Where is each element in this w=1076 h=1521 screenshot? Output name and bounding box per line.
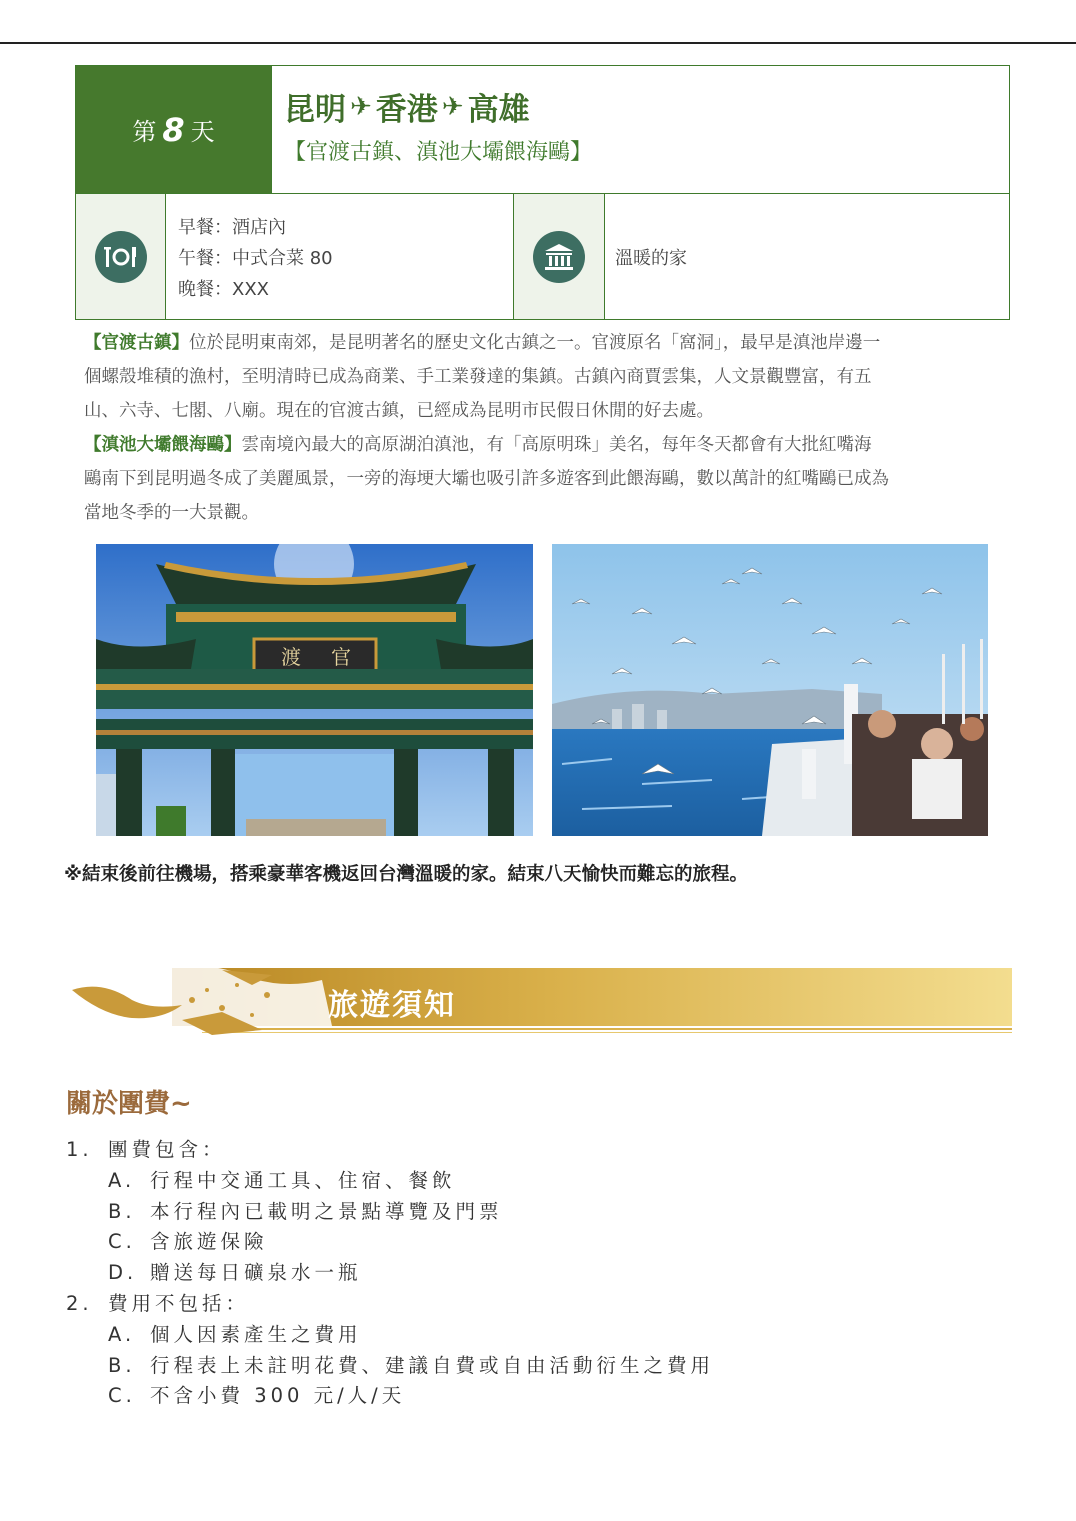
fees-heading: 關於團費~ [66,1089,192,1119]
day-label [76,66,271,193]
utensils-icon [95,231,147,283]
meals-icon-cell [76,194,166,319]
desc-line: 鷗南下到昆明過冬成了美麗風景，一旁的海埂大壩也吸引許多遊客到此餵海鷗，數以萬計的紅嘴鷗已成為 [84,469,889,489]
route-city-3: 高雄 [467,92,530,128]
dianchi-seagulls-photo [552,544,988,836]
plane-icon: ✈ [441,91,464,122]
svg-text:官: 官 [331,645,351,669]
day-header-table [75,65,1010,320]
list-text: 行程表上未註明花費、建議自費或自由活動衍生之費用 [150,1353,715,1377]
itinerary-end-note: ※結束後前往機場，搭乘豪華客機返回台灣溫暖的家。結束八天愉快而難忘的旅程。 [64,864,748,885]
fees-item [66,1381,714,1412]
list-marker: C. [108,1384,136,1408]
day-number: 8 [162,110,185,149]
desc-text: 雲南境內最大的高原湖泊滇池，有「高原明珠」美名，每年冬天都會有大批紅嘴海 [241,435,872,455]
day-suffix: 天 [190,118,215,146]
list-marker: A. [108,1168,136,1192]
fees-item [66,1289,714,1320]
list-text: 行程中交通工具、住宿、餐飲 [150,1168,456,1192]
list-text: 團費包含： [108,1138,226,1161]
guandu-title: 【官渡古鎮】 [84,333,189,353]
breakfast-text: 早餐：酒店內 [178,217,286,238]
route-city-2: 香港 [375,92,438,128]
list-text: 不含小費 300 元/人/天 [150,1384,406,1408]
list-text: 費用不包括： [108,1291,250,1315]
list-text: 含旅遊保險 [150,1230,268,1254]
list-marker: A. [108,1322,136,1346]
list-marker: 1. [66,1138,93,1161]
desc-text: 位於昆明東南郊，是昆明著名的歷史文化古鎮之一。官渡原名「窩洞」，最早是滇池岸邊一 [189,333,881,353]
fees-item [66,1135,714,1166]
dinner-text: 晚餐：XXX [178,279,269,300]
guandu-archway-photo [96,544,533,836]
list-marker: 2. [66,1291,93,1315]
list-marker: B. [108,1353,136,1377]
fees-item [66,1320,714,1351]
dianchi-title: 【滇池大壩餵海鷗】 [84,435,242,455]
lunch-text: 午餐：中式合菜 80 [178,248,333,269]
desc-line: 個螺殼堆積的漁村，至明清時已成為商業、手工業發達的集鎮。古鎮內商賈雲集，人文景觀豐富，有五 [84,367,872,387]
route-title-cell [271,66,1009,193]
svg-text:渡: 渡 [281,645,301,669]
travel-notes-banner [72,960,1012,1042]
route-city-1: 昆明 [284,92,346,128]
fees-item [66,1197,714,1228]
hotel-text: 溫暖的家 [615,248,687,269]
desc-line: 當地冬季的一大景觀。 [84,503,259,523]
building-icon [533,231,585,283]
fees-item [66,1227,714,1258]
list-text: 個人因素產生之費用 [150,1322,362,1346]
fees-list [66,1135,714,1412]
route-title [284,84,1009,129]
fees-item [66,1351,714,1382]
list-marker: B. [108,1199,136,1223]
banner-title: 旅遊須知 [328,988,456,1023]
desc-line [84,428,1014,462]
list-text: 本行程內已載明之景點導覽及門票 [150,1199,503,1223]
top-rule [0,42,1076,44]
fees-item [66,1258,714,1289]
list-marker: C. [108,1230,136,1254]
list-marker: D. [108,1261,138,1285]
day-description [84,326,1014,530]
desc-line: 山、六寺、七閣、八廟。現在的官渡古鎮，已經成為昆明市民假日休閒的好去處。 [84,401,714,421]
hotel-icon-cell [513,194,605,319]
meals-hotel-row [76,193,1009,319]
list-text: 贈送每日礦泉水一瓶 [150,1261,362,1285]
desc-line [84,326,1014,360]
fees-item [66,1166,714,1197]
plane-icon: ✈ [350,91,372,122]
day-prefix: 第 [132,118,157,146]
meals-list [178,212,333,305]
route-subtitle: 【官渡古鎮、滇池大壩餵海鷗】 [284,140,593,165]
